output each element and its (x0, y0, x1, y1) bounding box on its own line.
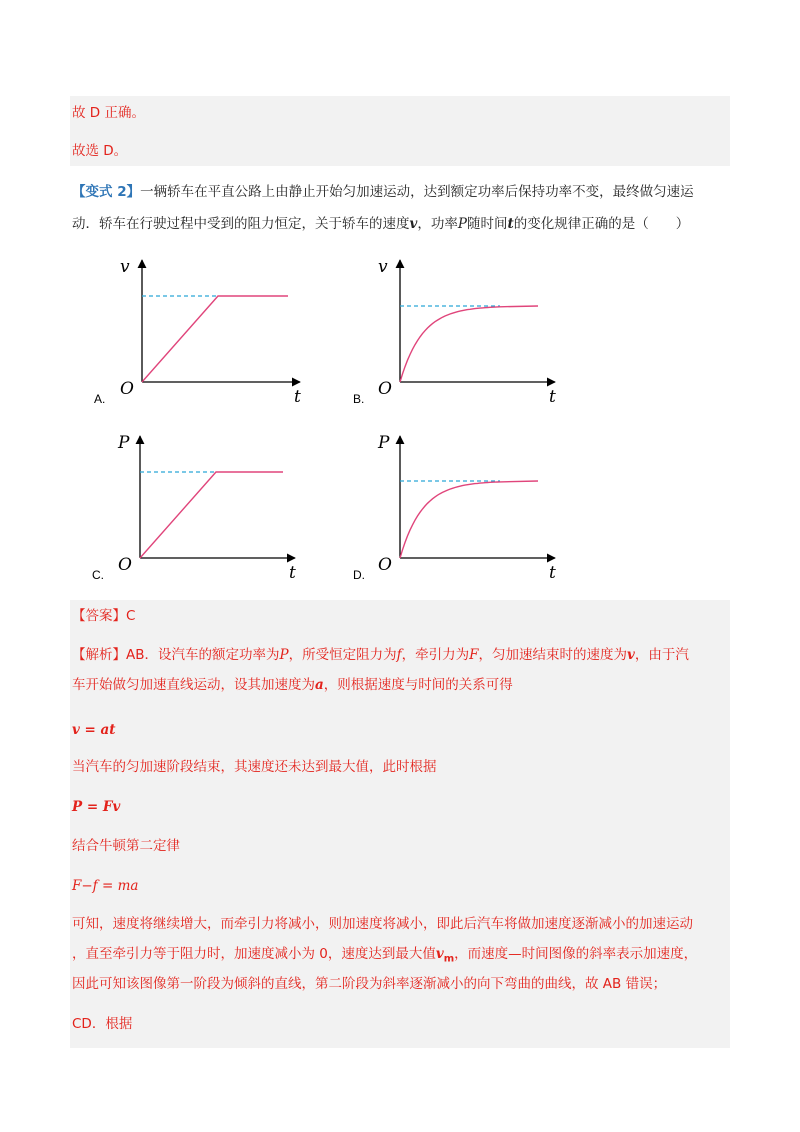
graph-d-y-label: P (378, 433, 390, 453)
graph-d-option-label: D. (353, 568, 365, 582)
var-vm-sub: m (443, 953, 455, 965)
graph-b-x-label: t (549, 387, 556, 407)
option-graphs (0, 240, 800, 600)
var-p: P (457, 216, 467, 232)
analysis-l2-a: 车开始做匀加速直线运动，设其加速度为 (72, 677, 315, 693)
question-text2b: ，功率 (417, 216, 458, 232)
graph-b-option-label: B. (353, 392, 365, 406)
graph-c-option-label: C. (92, 568, 104, 582)
analysis-l1-c: ，牵引力为 (401, 647, 470, 663)
analysis-l6-b: ，而速度—时间图像的斜率表示加速度， (454, 946, 698, 962)
analysis-l1-e: ，由于汽 (634, 647, 689, 663)
analysis-l1-d: ，匀加速结束时的速度为 (478, 647, 627, 663)
question-text2a: 动．轿车在行驶过程中受到的阻力恒定，关于轿车的速度 (72, 216, 410, 232)
var-p-analysis: P (279, 647, 289, 663)
graph-a-y-label: v (120, 257, 130, 277)
question-text2d: 的变化规律正确的是（ ） (513, 216, 690, 232)
var-t: t (507, 216, 514, 232)
prev-solution-line2: 故选 D。 (72, 143, 128, 159)
analysis-l1-a: 【解析】AB．设汽车的额定功率为 (72, 647, 280, 663)
question-tag: 【变式 2】 (72, 184, 141, 200)
analysis-line4: 结合牛顿第二定律 (72, 838, 180, 854)
graph-b-origin-label: O (378, 379, 392, 399)
equation-1: v = at (72, 722, 116, 738)
graph-a-x-label: t (294, 387, 301, 407)
prev-solution-band (70, 96, 730, 166)
prev-solution-line1: 故 D 正确。 (72, 105, 145, 121)
analysis-line7: 因此可知该图像第一阶段为倾斜的直线，第二阶段为斜率逐渐减小的向下弯曲的曲线，故 AB 错误； (72, 976, 667, 992)
var-F-analysis: F (469, 647, 479, 663)
graph-c-x-label: t (289, 563, 296, 583)
analysis-line5: 可知，速度将继续增大，而牵引力将减小，则加速度将减小，即此后汽车将做加速度逐渐减小的加速运动 (72, 916, 693, 932)
graph-a-curve (142, 296, 288, 382)
answer-text: 【答案】C (72, 608, 136, 624)
analysis-line2 (72, 675, 513, 695)
question-text1: 一辆轿车在平直公路上由静止开始匀加速运动，达到额定功率后保持功率不变，最终做匀速运 (140, 184, 694, 200)
analysis-l6-a: ，直至牵引力等于阻力时，加速度减小为 0，速度达到最大值 (72, 946, 436, 962)
graph-b-curve (400, 306, 538, 382)
graph-a-option-label: A. (94, 392, 106, 406)
question-line2 (72, 214, 689, 234)
equation-2: P = Fv (72, 799, 121, 815)
analysis-l2-b: ，则根据速度与时间的关系可得 (323, 677, 513, 693)
var-a-analysis: a (315, 677, 324, 693)
graph-a-origin-label: O (120, 379, 134, 399)
graph-d-curve (400, 481, 538, 558)
graph-b-y-label: v (378, 257, 388, 277)
analysis-line8: CD．根据 (72, 1016, 133, 1032)
var-f-analysis: f (396, 647, 402, 663)
graph-c-y-label: P (118, 433, 130, 453)
equation-3: F−f = ma (72, 878, 139, 894)
graph-d-origin-label: O (378, 555, 392, 575)
analysis-line6 (72, 944, 697, 970)
var-vm: v (435, 946, 444, 962)
analysis-l1-b: ，所受恒定阻力为 (288, 647, 397, 663)
graph-c-origin-label: O (118, 555, 132, 575)
question-text2c: 随时间 (466, 216, 508, 232)
var-v: v (409, 216, 418, 232)
graph-c-curve (140, 472, 283, 558)
question-line1 (72, 182, 694, 202)
var-v-analysis: v (626, 647, 635, 663)
analysis-line3: 当汽车的匀加速阶段结束，其速度还未达到最大值，此时根据 (72, 759, 437, 775)
graph-d-x-label: t (549, 563, 556, 583)
analysis-line1 (72, 645, 689, 665)
